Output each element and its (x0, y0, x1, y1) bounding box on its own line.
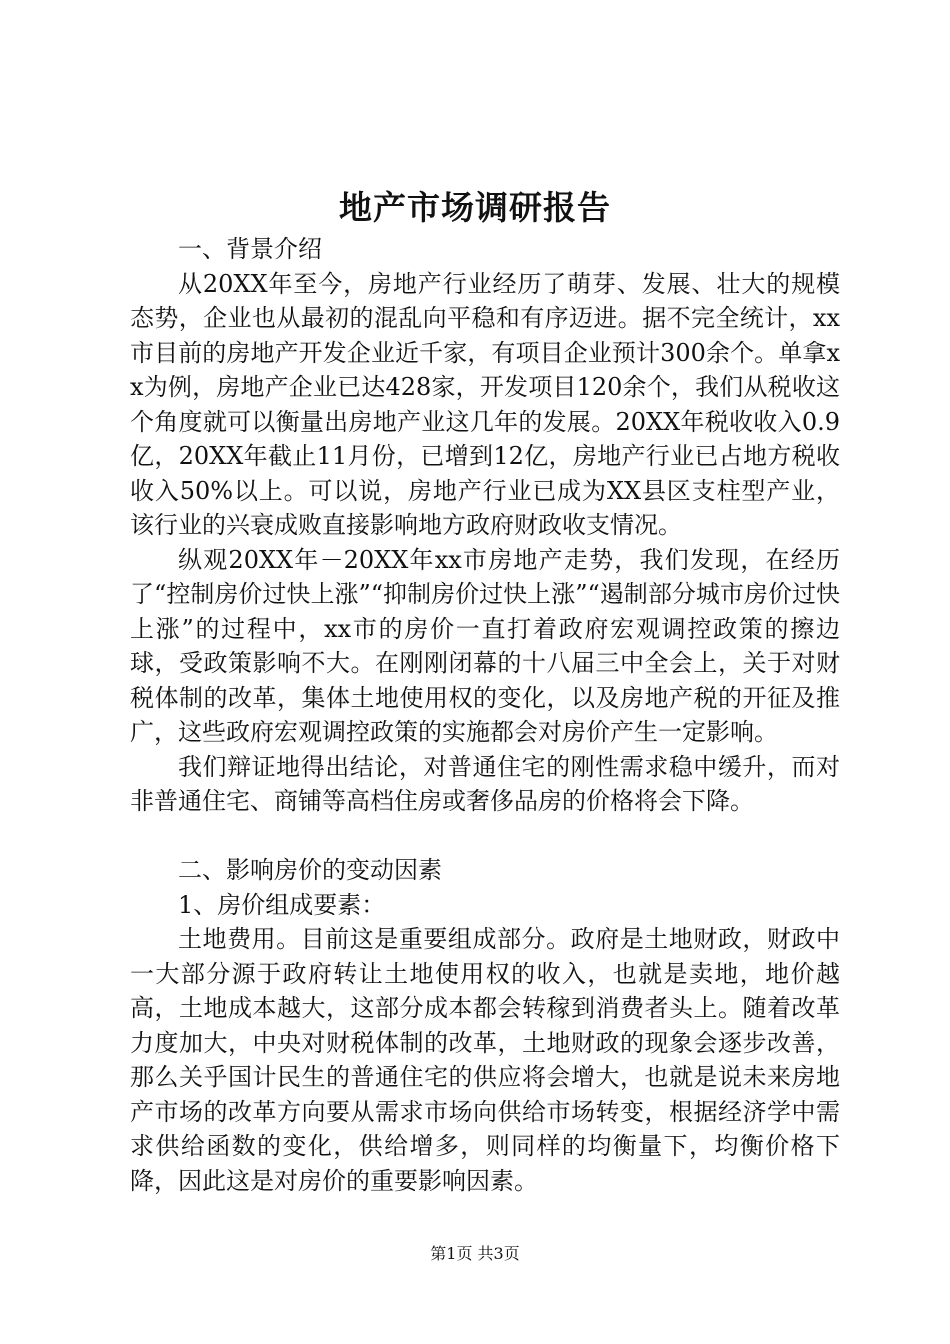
paragraph: 纵观20XX年－20XX年xx市房地产走势，我们发现，在经历了“控制房价过快上涨”“抑制房价过快上涨”“遏制部分城市房价过快上涨”的过程中，xx市的房价一直打着政府宏观调控政策的擦边球，受政策影响不大。在刚刚闭幕的十八届三中全会上，关于对财税体制的改革，集体土地使用权的变化，以及房地产税的开征及推广，这些政府宏观调控政策的实施都会对房价产生一定影响。 (130, 545, 840, 746)
paragraph: 我们辩证地得出结论，对普通住宅的刚性需求稳中缓升，而对非普通住宅、商铺等高档住房或奢侈品房的价格将会下降。 (130, 752, 840, 815)
page-footer: 第1页 共3页 (430, 1244, 520, 1263)
section-heading-background: 一、背景介绍 (178, 235, 322, 263)
document-title: 地产市场调研报告 (339, 188, 611, 227)
document-body (130, 232, 840, 1198)
subsection-heading: 1、房价组成要素： (178, 890, 386, 919)
paragraph: 土地费用。目前这是重要组成部分。政府是土地财政，财政中一大部分源于政府转让土地使用权的收入，也就是卖地，地价越高，土地成本越大，这部分成本都会转稼到消费者头上。随着改革力度加大，中央对财税体制的改革，土地财政的现象会逐步改善，那么关乎国计民生的普通住宅的供应将会增大，也就是说未来房地产市场的改革方向要从需求市场向供给市场转变，根据经济学中需求供给函数的变化，供给增多，则同样的均衡量下，均衡价格下降，因此这是对房价的重要影响因素。 (130, 925, 840, 1195)
paragraph: 从20XX年至今，房地产行业经历了萌芽、发展、壮大的规模态势，企业也从最初的混乱向平稳和有序迈进。据不完全统计，xx市目前的房地产开发企业近千家，有项目企业预计300余个。单拿xx为例，房地产企业已达428家，开发项目120余个，我们从税收这个角度就可以衡量出房地产业这几年的发展。20XX年税收收入0.9亿，20XX年截止11月份，已增到12亿，房地产行业已占地方税收收入50%以上。可以说，房地产行业已成为XX县区支柱型产业，该行业的兴衰成败直接影响地方政府财政收支情况。 (130, 269, 840, 539)
paragraph-spacer (130, 819, 840, 854)
section-heading-factors: 二、影响房价的变动因素 (178, 856, 442, 884)
